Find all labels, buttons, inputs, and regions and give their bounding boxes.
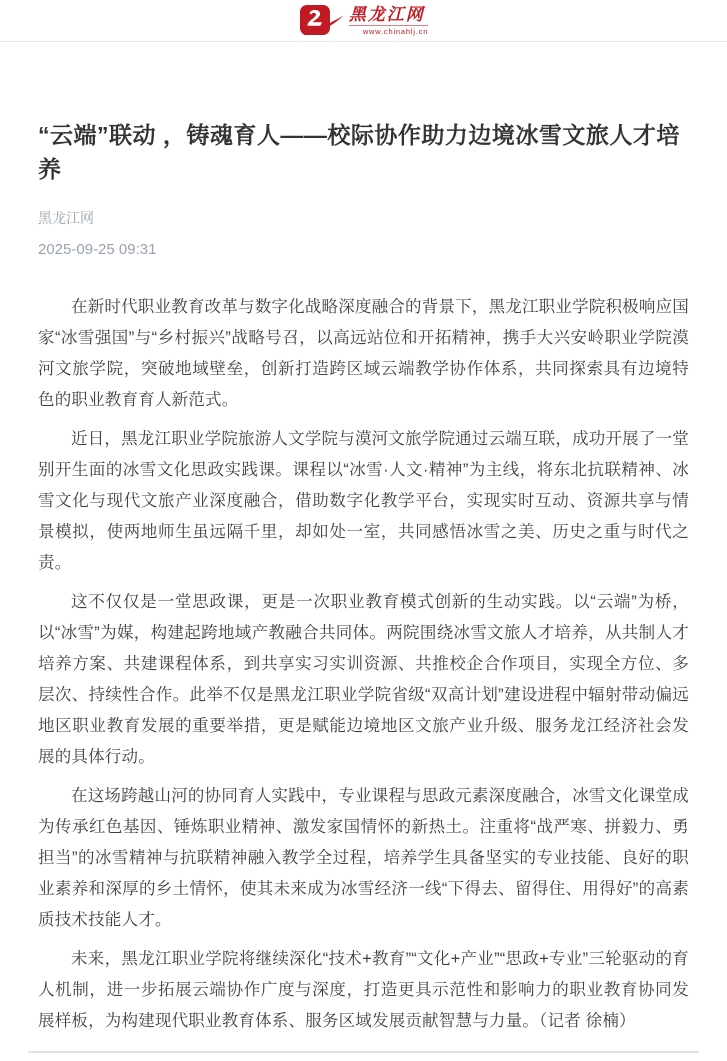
article: [0, 118, 727, 1037]
site-logo-text: [349, 6, 428, 36]
swan-brand-icon: [299, 4, 349, 38]
site-logo[interactable]: [299, 4, 428, 38]
article-title: “云端”联动 ，铸魂育人——校际协作助力边境冰雪文旅人才培养: [38, 122, 680, 182]
site-url: www.chinahlj.cn: [349, 25, 428, 36]
article-date: 2025-09-25 09:31: [38, 241, 157, 258]
article-paragraph: 未来，黑龙江职业学院将继续深化“技术+教育”“文化+产业”“思政+专业”三轮驱动的育人机制，进一步拓展云端协作广度与深度，打造更具示范性和影响力的职业教育协同发展样板，为构建现代职业教育体系、服务区域发展贡献智慧与力量。（记者 徐楠）: [38, 950, 689, 1030]
article-paragraph: 近日，黑龙江职业学院旅游人文学院与漠河文旅学院通过云端互联，成功开展了一堂别开生面的冰雪文化思政实践课。课程以“冰雪·人文·精神”为主线，将东北抗联精神、冰雪文化与现代文旅产业深度融合，借助数字化教学平台，实现实时互动、资源共享与情景模拟，使两地师生虽远隔千里，却如处一室，共同感悟冰雪之美、历史之重与时代之责。: [38, 430, 689, 572]
article-body: [38, 292, 689, 1037]
article-paragraph: 这不仅仅是一堂思政课，更是一次职业教育模式创新的生动实践。以“云端”为桥，以“冰雪”为媒，构建起跨地域产教融合共同体。两院围绕冰雪文旅人才培养，从共制人才培养方案、共建课程体系，到共享实习实训资源、共推校企合作项目，实现全方位、多层次、持续性合作。此举不仅是黑龙江职业学院省级“双高计划”建设进程中辐射带动偏远地区职业教育发展的重要举措，更是赋能边境地区文旅产业升级、服务龙江经济社会发展的具体行动。: [38, 593, 689, 766]
article-paragraph: 在这场跨越山河的协同育人实践中，专业课程与思政元素深度融合，冰雪文化课堂成为传承红色基因、锤炼职业精神、激发家国情怀的新热土。注重将“战严寒、拼毅力、勇担当”的冰雪精神与抗联精神融入教学全过程，培养学生具备坚实的专业技能、良好的职业素养和深厚的乡土情怀，使其未来成为冰雪经济一线“下得去、留得住、用得好”的高素质技术技能人才。: [38, 787, 689, 929]
article-source: 黑龙江网: [38, 210, 94, 226]
site-name: 黑龙江网: [348, 4, 425, 24]
site-header: [0, 0, 727, 42]
article-paragraph: 在新时代职业教育改革与数字化战略深度融合的背景下，黑龙江职业学院积极响应国家“冰雪强国”与“乡村振兴”战略号召，以高远站位和开拓精神，携手大兴安岭职业学院漠河文旅学院，突破地域壁垒，创新打造跨区域云端教学协作体系，共同探索具有边境特色的职业教育育人新范式。: [38, 298, 689, 409]
bottom-divider: [28, 1051, 699, 1053]
